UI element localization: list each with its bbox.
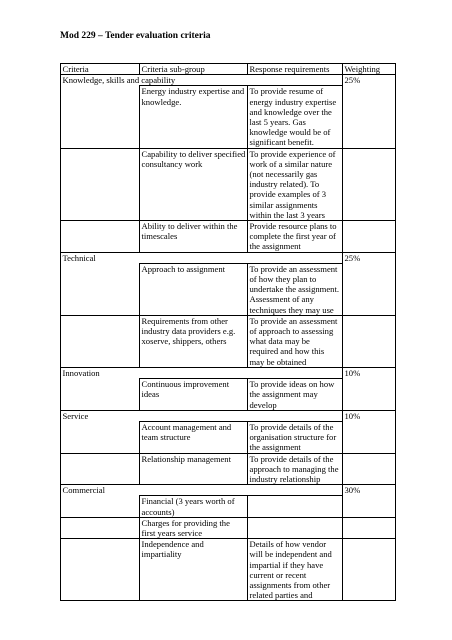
criteria-cell: Commercial (61, 485, 343, 496)
weighting-cell: 30% (343, 485, 396, 496)
sub-group-row (61, 517, 396, 538)
empty-cell (61, 148, 140, 220)
criteria-group-row (61, 367, 396, 378)
empty-cell (343, 517, 396, 538)
page-title: Mod 229 – Tender evaluation criteria (60, 31, 211, 41)
sub-group-cell: Account management and team structure (140, 421, 248, 453)
response-cell (248, 517, 343, 538)
sub-group-cell: Relationship management (140, 453, 248, 485)
header-sub-group: Criteria sub-group (140, 64, 248, 75)
sub-group-cell: Financial (3 years worth of accounts) (140, 496, 248, 517)
empty-cell (343, 86, 396, 148)
sub-group-row (61, 379, 396, 411)
response-cell: To provide an assessment of how they plan to undertake the assignment. Assessment of any techniques they may use (248, 263, 343, 315)
weighting-cell: 10% (343, 367, 396, 378)
weighting-cell: 25% (343, 252, 396, 263)
sub-group-row (61, 453, 396, 485)
empty-cell (61, 453, 140, 485)
response-cell: To provide an assessment of approach to assessing what data may be required and how this may be obtained (248, 315, 343, 367)
empty-cell (343, 379, 396, 411)
empty-cell (343, 263, 396, 315)
empty-cell (61, 315, 140, 367)
empty-cell (343, 148, 396, 220)
evaluation-criteria-table (60, 63, 396, 601)
criteria-cell: Innovation (61, 367, 343, 378)
response-cell: To provide details of the approach to managing the industry relationship (248, 453, 343, 485)
sub-group-cell: Requirements from other industry data providers e.g. xoserve, shippers, others (140, 315, 248, 367)
empty-cell (61, 517, 140, 538)
empty-cell (61, 539, 140, 601)
criteria-group-row (61, 410, 396, 421)
sub-group-row (61, 539, 396, 601)
empty-cell (61, 221, 140, 253)
header-weighting: Weighting (343, 64, 396, 75)
weighting-cell: 10% (343, 410, 396, 421)
criteria-cell: Technical (61, 252, 343, 263)
sub-group-cell: Continuous improvement ideas (140, 379, 248, 411)
criteria-group-row (61, 485, 396, 496)
empty-cell (61, 263, 140, 315)
empty-cell (343, 539, 396, 601)
sub-group-row (61, 496, 396, 517)
criteria-group-row (61, 252, 396, 263)
sub-group-row (61, 148, 396, 220)
sub-group-row (61, 421, 396, 453)
criteria-cell: Knowledge, skills and capability (61, 75, 343, 86)
response-cell: Details of how vendor will be independent and impartial if they have current or recent assignments from other related parties and (248, 539, 343, 601)
sub-group-row (61, 315, 396, 367)
empty-cell (343, 315, 396, 367)
sub-group-row (61, 86, 396, 148)
header-criteria: Criteria (61, 64, 140, 75)
response-cell: To provide experience of work of a similar nature (not necessarily gas industry related). To provide examples of 3 similar assignments within the last 3 years (248, 148, 343, 220)
sub-group-cell: Charges for providing the first years service (140, 517, 248, 538)
empty-cell (343, 496, 396, 517)
sub-group-cell: Ability to deliver within the timescales (140, 221, 248, 253)
response-cell: To provide ideas on how the assignment may develop (248, 379, 343, 411)
empty-cell (61, 379, 140, 411)
table-body (61, 64, 396, 601)
response-cell: To provide resume of energy industry expertise and knowledge over the last 5 years. Gas knowledge would be of significant benefit. (248, 86, 343, 148)
sub-group-row (61, 263, 396, 315)
header-response: Response requirements (248, 64, 343, 75)
sub-group-cell: Independence and impartiality (140, 539, 248, 601)
empty-cell (343, 453, 396, 485)
response-cell: To provide details of the organisation structure for the assignment (248, 421, 343, 453)
criteria-group-row (61, 75, 396, 86)
empty-cell (61, 421, 140, 453)
sub-group-row (61, 221, 396, 253)
sub-group-cell: Approach to assignment (140, 263, 248, 315)
sub-group-cell: Capability to deliver specified consultancy work (140, 148, 248, 220)
empty-cell (61, 86, 140, 148)
header-row (61, 64, 396, 75)
empty-cell (343, 421, 396, 453)
response-cell (248, 496, 343, 517)
weighting-cell: 25% (343, 75, 396, 86)
empty-cell (343, 221, 396, 253)
empty-cell (61, 496, 140, 517)
criteria-cell: Service (61, 410, 343, 421)
response-cell: Provide resource plans to complete the first year of the assignment (248, 221, 343, 253)
sub-group-cell: Energy industry expertise and knowledge. (140, 86, 248, 148)
